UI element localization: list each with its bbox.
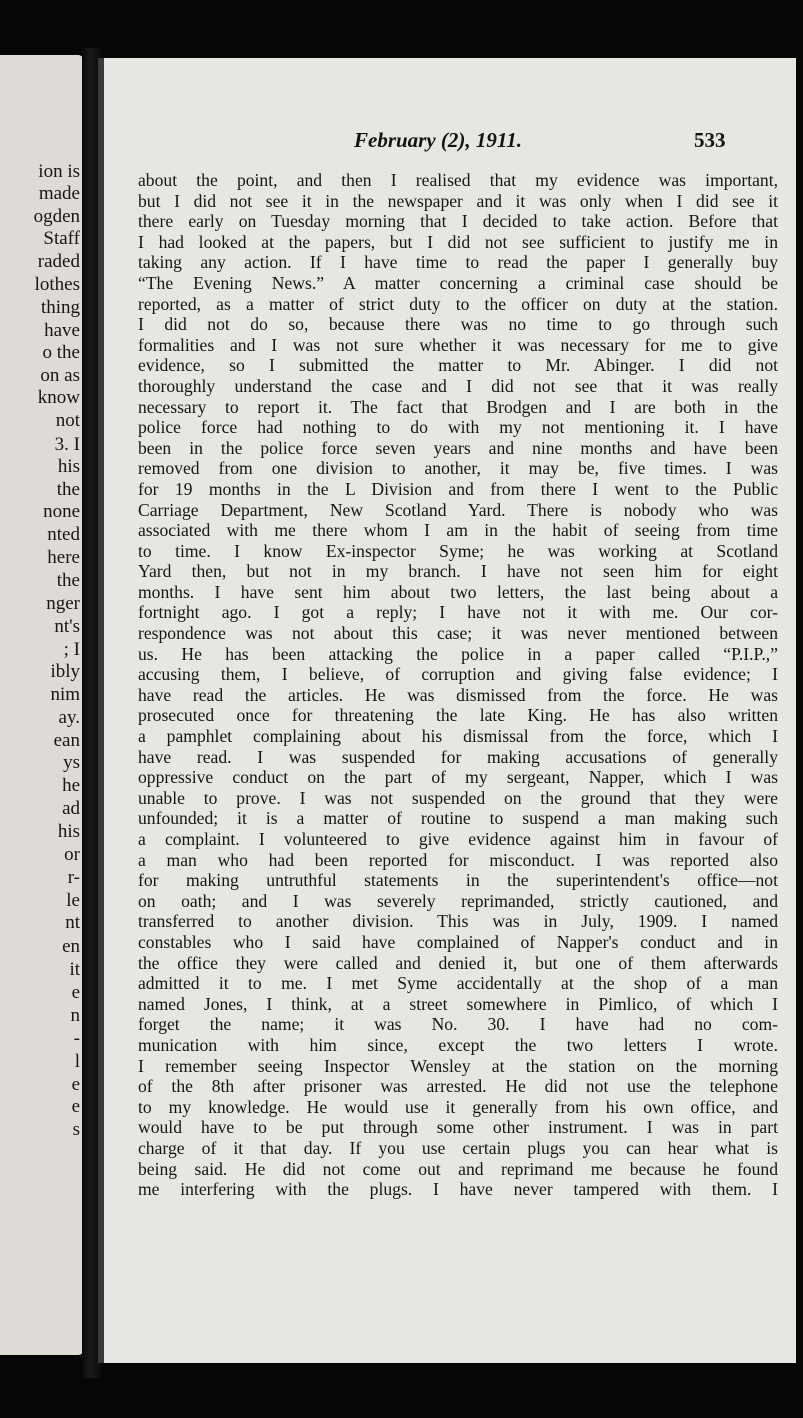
text-line: for 19 months in the L Division and from there I went to the Public [138, 478, 778, 499]
left-page-text-fragment: his [57, 456, 80, 477]
left-page-text-fragment: o the [42, 342, 80, 363]
left-page-text-fragment: made [38, 183, 80, 204]
text-line: on oath; and I was severely reprimanded, strictly cautioned, and [138, 890, 778, 911]
page-header [104, 128, 796, 162]
left-page-text-fragment: on as [40, 365, 80, 386]
left-page-text-fragment: the [56, 570, 80, 591]
left-page-text-fragment: n [70, 1005, 80, 1026]
text-line: evidence, so I submitted the matter to Mr. Abinger. I did not [138, 355, 778, 376]
text-line: named Jones, I think, at a street somewhere in Pimlico, of which I [138, 993, 778, 1014]
left-page-text-fragment: lothes [34, 274, 80, 295]
text-line: months. I have sent him about two letters, the last being about a [138, 581, 778, 602]
left-page-text-fragment: nger [46, 593, 80, 614]
left-page-text-fragment: his [57, 821, 80, 842]
text-line: but I did not see it in the newspaper and it was only when I did see it [138, 190, 778, 211]
text-line: us. He has been attacking the police in a paper called “P.I.P.,” [138, 643, 778, 664]
left-page-text-fragment: thing [40, 297, 80, 318]
text-line: would have to be put through some other instrument. I was in part [138, 1117, 778, 1138]
text-line: have read. I was suspended for making accusations of generally [138, 746, 778, 767]
text-line: prosecuted once for threatening the late King. He has also written [138, 705, 778, 726]
left-page-text-fragment: 3. I [54, 434, 80, 455]
text-line: fortnight ago. I got a reply; I have not it with me. Our cor- [138, 602, 778, 623]
text-line: Carriage Department, New Scotland Yard. There is nobody who was [138, 499, 778, 520]
left-page-text-fragment: not [55, 410, 80, 431]
text-line: unfounded; it is a matter of routine to suspend a man making such [138, 808, 778, 829]
text-line: the office they were called and denied it, but one of them afterwards [138, 952, 778, 973]
text-line: a complaint. I volunteered to give evidence against him in favour of [138, 829, 778, 849]
text-line: associated with me there whom I am in the habit of seeing from time [138, 520, 778, 541]
text-line: there early on Tuesday morning that I decided to take action. Before that [138, 211, 778, 232]
text-line: a man who had been reported for misconduct. I was reported also [138, 849, 778, 870]
left-page-text-fragment: it [69, 959, 80, 980]
left-page-text-fragment: the [56, 479, 80, 500]
text-line: unable to prove. I was not suspended on the ground that they were [138, 787, 778, 808]
text-line: of the 8th after prisoner was arrested. He did not use the telephone [138, 1076, 778, 1097]
left-page-text-fragment: Staff [43, 228, 80, 249]
text-line: to my knowledge. He would use it generally from his own office, and [138, 1096, 778, 1117]
text-line: removed from one division to another, it may be, five times. I was [138, 458, 778, 479]
left-page-text-fragment: know [37, 387, 80, 408]
left-page-text-fragment: raded [37, 251, 80, 272]
right-page [98, 58, 796, 1363]
text-line: me interfering with the plugs. I have never tampered with them. I [138, 1179, 778, 1200]
left-page-text-fragment: ; I [63, 639, 80, 660]
left-page-text-fragment: s [72, 1119, 80, 1140]
left-page-text-fragment: e [71, 1096, 80, 1117]
text-line: necessary to report it. The fact that Brodgen and I are both in the [138, 396, 778, 417]
left-page-text-fragment: ogden [33, 206, 80, 227]
left-page-text-fragment: nim [50, 684, 80, 705]
text-line: I had looked at the papers, but I did not see sufficient to justify me in [138, 231, 778, 252]
left-page-text-fragment: ion is [38, 161, 80, 182]
left-page-text-fragment: nted [47, 524, 80, 545]
text-line: I did not do so, because there was no time to go through such [138, 314, 778, 335]
text-line: constables who I said have complained of Napper's conduct and in [138, 931, 778, 952]
left-page-text-fragment: ys [63, 752, 80, 773]
body-text [138, 170, 778, 1200]
left-page-text-fragment: le [66, 890, 80, 911]
left-page-text-fragment: r- [67, 867, 80, 888]
text-line: thoroughly understand the case and I did not see that it was really [138, 375, 778, 396]
text-line: a pamphlet complaining about his dismissal from the force, which I [138, 726, 778, 747]
text-line: being said. He did not come out and reprimand me because he found [138, 1158, 778, 1179]
running-title: February (2), 1911. [354, 128, 522, 152]
text-line: police force had nothing to do with my not mentioning it. I have [138, 417, 778, 438]
left-page-text-fragment: or [64, 844, 80, 865]
text-line: forget the name; it was No. 30. I have had no com- [138, 1014, 778, 1035]
left-page-text-fragment: e [71, 1074, 80, 1095]
left-page-text-fragment: ibly [50, 661, 80, 682]
left-page-text-fragment: nt's [54, 616, 80, 637]
left-page-text-fragment: none [43, 501, 80, 522]
left-page-text-fragment: - [73, 1028, 80, 1049]
text-line: reported, as a matter of strict duty to the officer on duty at the station. [138, 293, 778, 314]
left-page-text-fragment: ean [53, 730, 80, 751]
left-page-text-fragment: ad [62, 798, 80, 819]
text-line: Yard then, but not in my branch. I have not seen him for eight [138, 561, 778, 582]
text-line: for making untruthful statements in the superintendent's office—not [138, 870, 778, 891]
text-line: about the point, and then I realised that my evidence was important, [138, 170, 778, 190]
text-line: respondence was not about this case; it was never mentioned between [138, 623, 778, 644]
text-line: oppressive conduct on the part of my sergeant, Napper, which I was [138, 767, 778, 788]
left-page-text-fragment: he [62, 775, 80, 796]
left-page-text-fragment: have [44, 320, 80, 341]
page-number: 533 [694, 128, 726, 152]
text-line: admitted it to me. I met Syme accidentally at the shop of a man [138, 973, 778, 994]
left-page-text-fragment: e [71, 982, 80, 1003]
text-line: formalities and I was not sure whether it was necessary for me to give [138, 334, 778, 355]
text-line: been in the police force seven years and nine months and have been [138, 437, 778, 458]
left-page-text-fragment: here [47, 547, 80, 568]
text-line: munication with him since, except the two letters I wrote. [138, 1034, 778, 1055]
text-line: charge of it that day. If you use certain plugs you can hear what is [138, 1137, 778, 1158]
left-page-text-fragment: nt [65, 912, 80, 933]
text-line: to time. I know Ex-inspector Syme; he was working at Scotland [138, 540, 778, 561]
left-page-text-fragment: ay. [58, 707, 80, 728]
left-page-fragment [0, 55, 84, 1355]
text-line: transferred to another division. This was in July, 1909. I named [138, 911, 778, 932]
text-line: taking any action. If I have time to read the paper I generally buy [138, 252, 778, 273]
text-line: I remember seeing Inspector Wensley at the station on the morning [138, 1055, 778, 1076]
left-page-text-fragment: l [74, 1051, 80, 1072]
text-line: accusing them, I believe, of corruption and giving false evidence; I [138, 664, 778, 685]
left-page-text-fragment: en [62, 936, 80, 957]
text-line: “The Evening News.” A matter concerning a criminal case should be [138, 272, 778, 293]
text-line: have read the articles. He was dismissed from the force. He was [138, 684, 778, 705]
